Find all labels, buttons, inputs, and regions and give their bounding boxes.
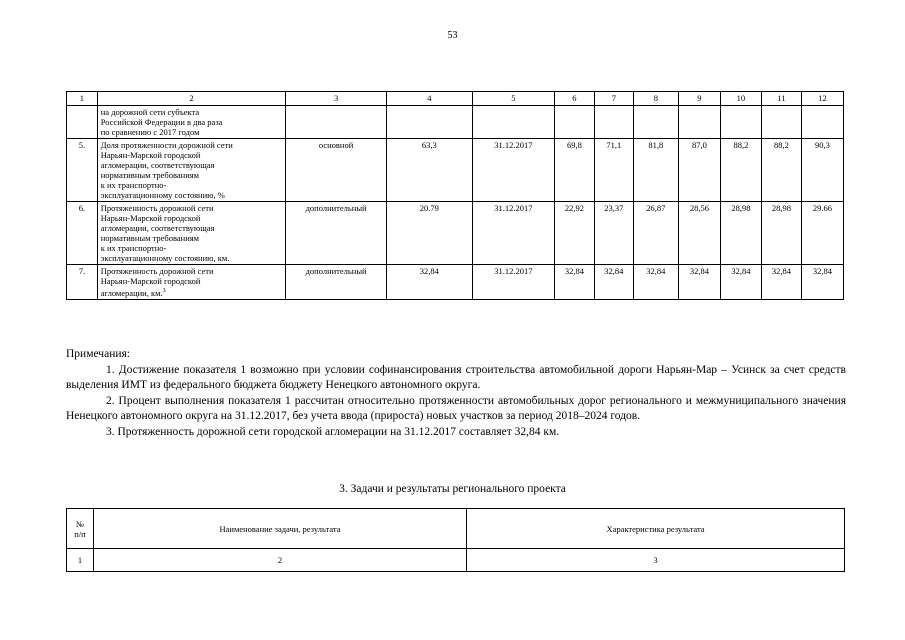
year-value: 88,2 xyxy=(761,139,801,202)
year-value xyxy=(554,106,594,139)
header-cell: 5 xyxy=(472,92,554,106)
footnote-marker: 3 xyxy=(162,288,166,294)
indicator-name: Доля протяженности дорожной сети Нарьян-Марской городской агломерации, соответствующая нормативным требованиям к их транспортно- эксплуатационному состоянию, % xyxy=(97,139,286,202)
note-2: 2. Процент выполнения показателя 1 рассчитан относительно протяженности автомобильных дорог регионального и межмуниципального значения Ненецкого автономного округа на 31.12.2017, без учета ввода (прироста) новых участков за период 2018–2024 годов. xyxy=(66,394,846,422)
row-number: 5. xyxy=(67,139,98,202)
indicators-header-row xyxy=(67,92,844,106)
year-value: 32,84 xyxy=(554,265,594,300)
table-row xyxy=(67,265,844,300)
table-row xyxy=(67,106,844,139)
indicator-name: Протяженность дорожной сети Нарьян-Марской городской агломерации, км.$^3$ xyxy=(97,265,286,300)
header-cell: 8 xyxy=(633,92,678,106)
base-value: 63,3 xyxy=(386,139,472,202)
section-title: 3. Задачи и результаты регионального проекта xyxy=(339,483,566,495)
year-value: 90,3 xyxy=(801,139,843,202)
indicator-type: дополнительный xyxy=(286,265,386,300)
row-number: 7. xyxy=(67,265,98,300)
header-cell: 1 xyxy=(67,92,98,106)
year-value xyxy=(801,106,843,139)
year-value: 22,92 xyxy=(554,202,594,265)
notes-block xyxy=(66,347,846,440)
year-value: 28,98 xyxy=(720,202,761,265)
base-date: 31.12.2017 xyxy=(472,202,554,265)
header-cell: 2 xyxy=(97,92,286,106)
header-cell-task-name: Наименование задачи, результата xyxy=(94,509,467,549)
header-cell-result: Характеристика результата xyxy=(467,509,845,549)
tasks-table xyxy=(66,508,845,572)
note-3: 3. Протяженность дорожной сети городской агломерации на 31.12.2017 составляет 32,84 км. xyxy=(106,425,560,438)
indicator-name: Протяженность дорожной сети Нарьян-Марской городской агломерации, соответствующая нормативным требованиям к их транспортно- эксплуатационному состоянию, км. xyxy=(97,202,286,265)
year-value xyxy=(761,106,801,139)
year-value: 23,37 xyxy=(594,202,633,265)
year-value: 32,84 xyxy=(678,265,720,300)
indicator-type: основной xyxy=(286,139,386,202)
year-value: 29.66 xyxy=(801,202,843,265)
indicators-table xyxy=(66,91,844,300)
year-value: 32,84 xyxy=(594,265,633,300)
year-value: 71,1 xyxy=(594,139,633,202)
year-value: 69,8 xyxy=(554,139,594,202)
column-number: 3 xyxy=(467,549,845,572)
page-number: 53 xyxy=(447,30,458,41)
header-cell: 4 xyxy=(386,92,472,106)
year-value: 28,56 xyxy=(678,202,720,265)
indicator-type: дополнительный xyxy=(286,202,386,265)
year-value: 81,8 xyxy=(633,139,678,202)
table-row xyxy=(67,139,844,202)
column-number: 1 xyxy=(67,549,94,572)
header-cell: 10 xyxy=(720,92,761,106)
year-value: 32,84 xyxy=(801,265,843,300)
table-row xyxy=(67,202,844,265)
header-cell-number: № п/п xyxy=(67,509,94,549)
header-cell: 12 xyxy=(801,92,843,106)
indicator-name: на дорожной сети субъекта Российской Федерации в два раза по сравнению с 2017 годом xyxy=(97,106,286,139)
header-cell: 11 xyxy=(761,92,801,106)
base-date: 31.12.2017 xyxy=(472,139,554,202)
base-value xyxy=(386,106,472,139)
row-number: 6. xyxy=(67,202,98,265)
base-value: 32,84 xyxy=(386,265,472,300)
year-value xyxy=(594,106,633,139)
tasks-header-row xyxy=(67,509,845,549)
year-value: 32,84 xyxy=(633,265,678,300)
header-cell: 9 xyxy=(678,92,720,106)
note-1: 1. Достижение показателя 1 возможно при условии софинансирования строительства автомобильной дороги Нарьян-Мар – Усинск за счет средств выделения ИМТ из федерального бюджета бюджету Ненецкого автономного округа. xyxy=(66,363,846,391)
header-cell: 3 xyxy=(286,92,386,106)
year-value: 32,84 xyxy=(761,265,801,300)
base-value: 20.79 xyxy=(386,202,472,265)
notes-title: Примечания: xyxy=(66,348,130,360)
year-value: 88,2 xyxy=(720,139,761,202)
header-cell: 6 xyxy=(554,92,594,106)
tasks-number-row xyxy=(67,549,845,572)
column-number: 2 xyxy=(94,549,467,572)
year-value: 32,84 xyxy=(720,265,761,300)
header-cell: 7 xyxy=(594,92,633,106)
row-number xyxy=(67,106,98,139)
year-value xyxy=(633,106,678,139)
base-date xyxy=(472,106,554,139)
year-value: 28,98 xyxy=(761,202,801,265)
year-value: 26,87 xyxy=(633,202,678,265)
year-value xyxy=(720,106,761,139)
indicator-type xyxy=(286,106,386,139)
base-date: 31.12.2017 xyxy=(472,265,554,300)
year-value xyxy=(678,106,720,139)
year-value: 87,0 xyxy=(678,139,720,202)
